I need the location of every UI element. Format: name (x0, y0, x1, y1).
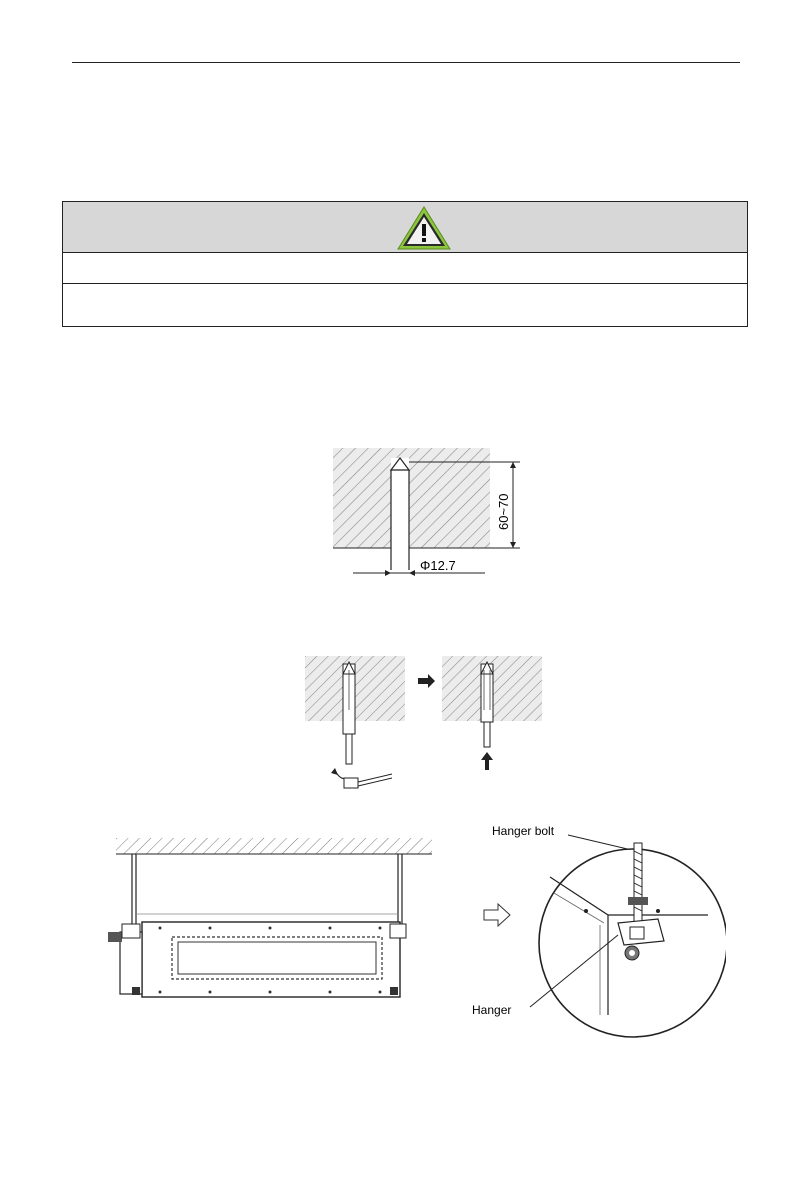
hole (391, 458, 409, 553)
diameter-label: Φ12.7 (420, 558, 456, 573)
warning-triangle-icon (396, 205, 452, 251)
warning-header (63, 202, 747, 253)
hanger-bolt-label: Hanger bolt (492, 824, 555, 838)
header-rule (72, 62, 740, 63)
warning-table (62, 201, 748, 327)
depth-label: 60~70 (496, 493, 511, 530)
anchor-insertion-figure (300, 650, 550, 795)
drill-hole-figure (325, 440, 525, 590)
warning-row-2 (63, 284, 747, 326)
hanger-detail-figure (468, 815, 726, 1040)
unit-hanging-figure (100, 832, 440, 1007)
warning-row-1 (63, 253, 747, 284)
ceiling-section (333, 448, 490, 548)
hanger-label: Hanger (472, 1003, 512, 1017)
